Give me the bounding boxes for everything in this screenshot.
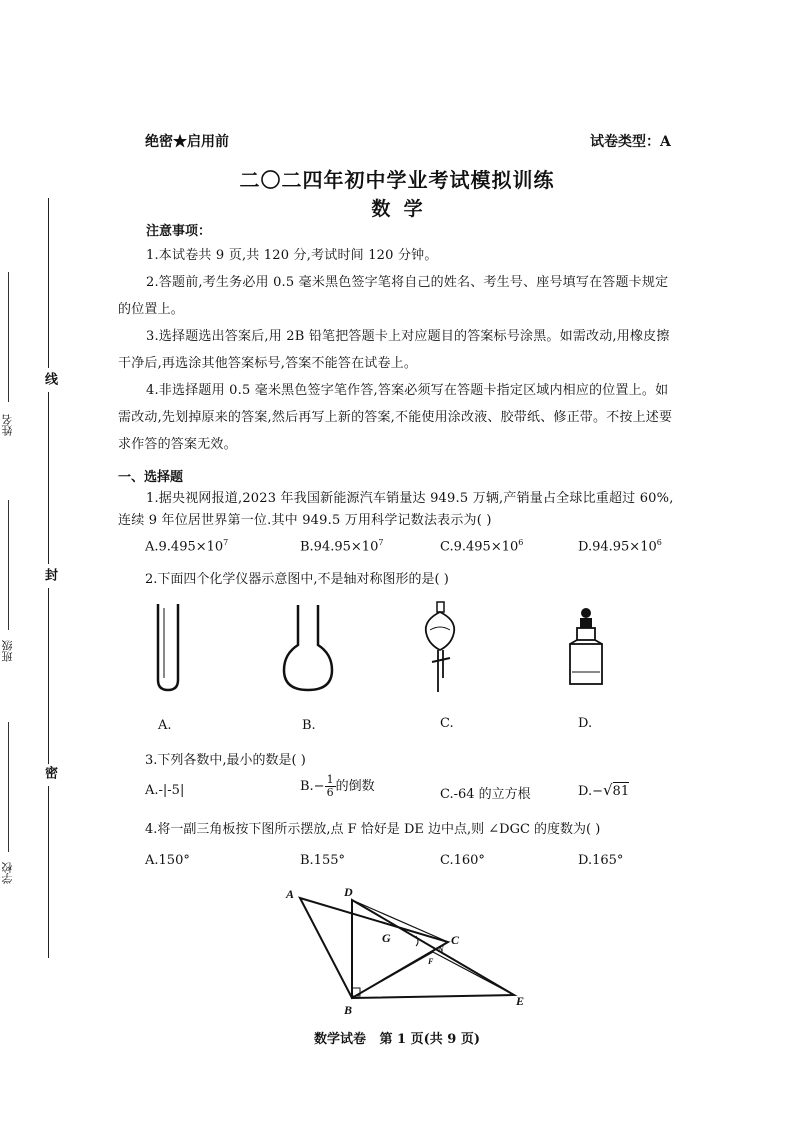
name-label: 姓名 (1, 414, 14, 436)
q2-label-a: A. (158, 718, 172, 733)
notice-item-2: 2.答题前,考生务必用 0.5 毫米黑色签字笔将自己的姓名、考生号、座号填写在答题卡规定的位置上。 (118, 275, 669, 317)
point-label-n: N (438, 945, 444, 954)
q2-label-d: D. (578, 716, 593, 731)
section-heading: 一、选择题 (118, 470, 184, 485)
q4-option-c: C.160° (440, 853, 485, 868)
confidential-mark: 绝密★启用前 (145, 134, 229, 150)
exam-title: 二〇二四年初中学业考试模拟训练 (239, 168, 555, 192)
test-tube-figure (150, 600, 190, 695)
paper-type: 试卷类型：A (590, 134, 671, 150)
binding-char-feng: 封 (42, 568, 57, 581)
q3-option-a: A.-|-5| (145, 783, 185, 798)
q4-option-d: D.165° (578, 853, 624, 868)
binding-char-xian: 线 (42, 372, 57, 385)
question-3-stem: 3.下列各数中,最小的数是( ) (145, 753, 306, 768)
question-4-stem: 4.将一副三角板按下图所示摆放,点 F 恰好是 DE 边中点,则 ∠DGC 的度数为( ) (145, 822, 601, 837)
reagent-bottle-figure (566, 606, 606, 688)
point-label-d: D (344, 885, 353, 899)
name-blank-line (8, 272, 9, 402)
page-footer: 数学试卷 第 1 页(共 9 页) (313, 1032, 481, 1047)
subject-title: 数 学 (371, 198, 423, 220)
q3-option-c: C.-64 的立方根 (440, 787, 531, 802)
q4-option-b: B.155° (300, 853, 345, 868)
binding-line-mid1 (48, 392, 49, 564)
point-label-f: F (428, 957, 434, 966)
q2-label-b: B. (302, 718, 316, 733)
binding-line-bottom (48, 786, 49, 958)
school-label: 学校 (1, 862, 14, 884)
point-label-b: B (344, 1003, 353, 1017)
notice-item-3: 3.选择题选出答案后,用 2B 铅笔把答题卡上对应题目的答案标号涂黑。如需改动,用橡皮擦干净后,再选涂其他答案标号,答案不能答在试卷上。 (118, 329, 670, 371)
question-2-stem: 2.下面四个化学仪器示意图中,不是轴对称图形的是( ) (145, 572, 449, 587)
class-blank-line (8, 500, 9, 630)
separatory-funnel-figure (418, 600, 463, 695)
binding-line-top (48, 198, 49, 368)
point-label-g: G (382, 931, 391, 945)
fraction: $\frac{1}{6}$ (326, 773, 334, 799)
notice-heading: 注意事项： (146, 224, 212, 239)
q3-option-b: B.− $\frac{1}{6}$ 的倒数 (300, 773, 375, 799)
question-1-stem: 1.据央视网报道,2023 年我国新能源汽车销量达 949.5 万辆,产销量占全球比重超过 60%,连续 9 年位居世界第一位.其中 949.5 万用科学记数法表示为( ) (118, 491, 674, 528)
point-label-a: A (286, 887, 295, 901)
q4-option-a: A.150° (145, 853, 190, 868)
q1-option-c: $C.9.495\times 10^6$ (440, 538, 524, 555)
point-label-c: C (451, 933, 460, 947)
class-label: 班级 (1, 640, 14, 662)
point-label-e: E (516, 994, 525, 1008)
q1-option-d: $D.94.95\times 10^6$ (578, 538, 662, 555)
triangle-set-square-figure (270, 880, 540, 1020)
binding-char-mi: 密 (42, 766, 57, 779)
q1-option-a: $A.9.495\times 10^7$ (145, 538, 229, 555)
q2-label-c: C. (440, 716, 454, 731)
round-flask-figure (278, 600, 338, 695)
school-blank-line (8, 722, 9, 852)
q3-option-d: D.−√81 (578, 781, 630, 799)
sqrt-sign: √ (602, 781, 613, 799)
notice-item-4: 4.非选择题用 0.5 毫米黑色签字笔作答,答案必须写在答题卡指定区域内相应的位置上。如需改动,先划掉原来的答案,然后再写上新的答案,不能使用涂改液、胶带纸、修正带。不按上述要求作答的答案无效。 (118, 383, 673, 452)
q1-option-b: $B.94.95\times 10^7$ (300, 538, 384, 555)
binding-line-mid2 (48, 588, 49, 764)
notice-item-1: 1.本试卷共 9 页,共 120 分,考试时间 120 分钟。 (146, 248, 438, 263)
